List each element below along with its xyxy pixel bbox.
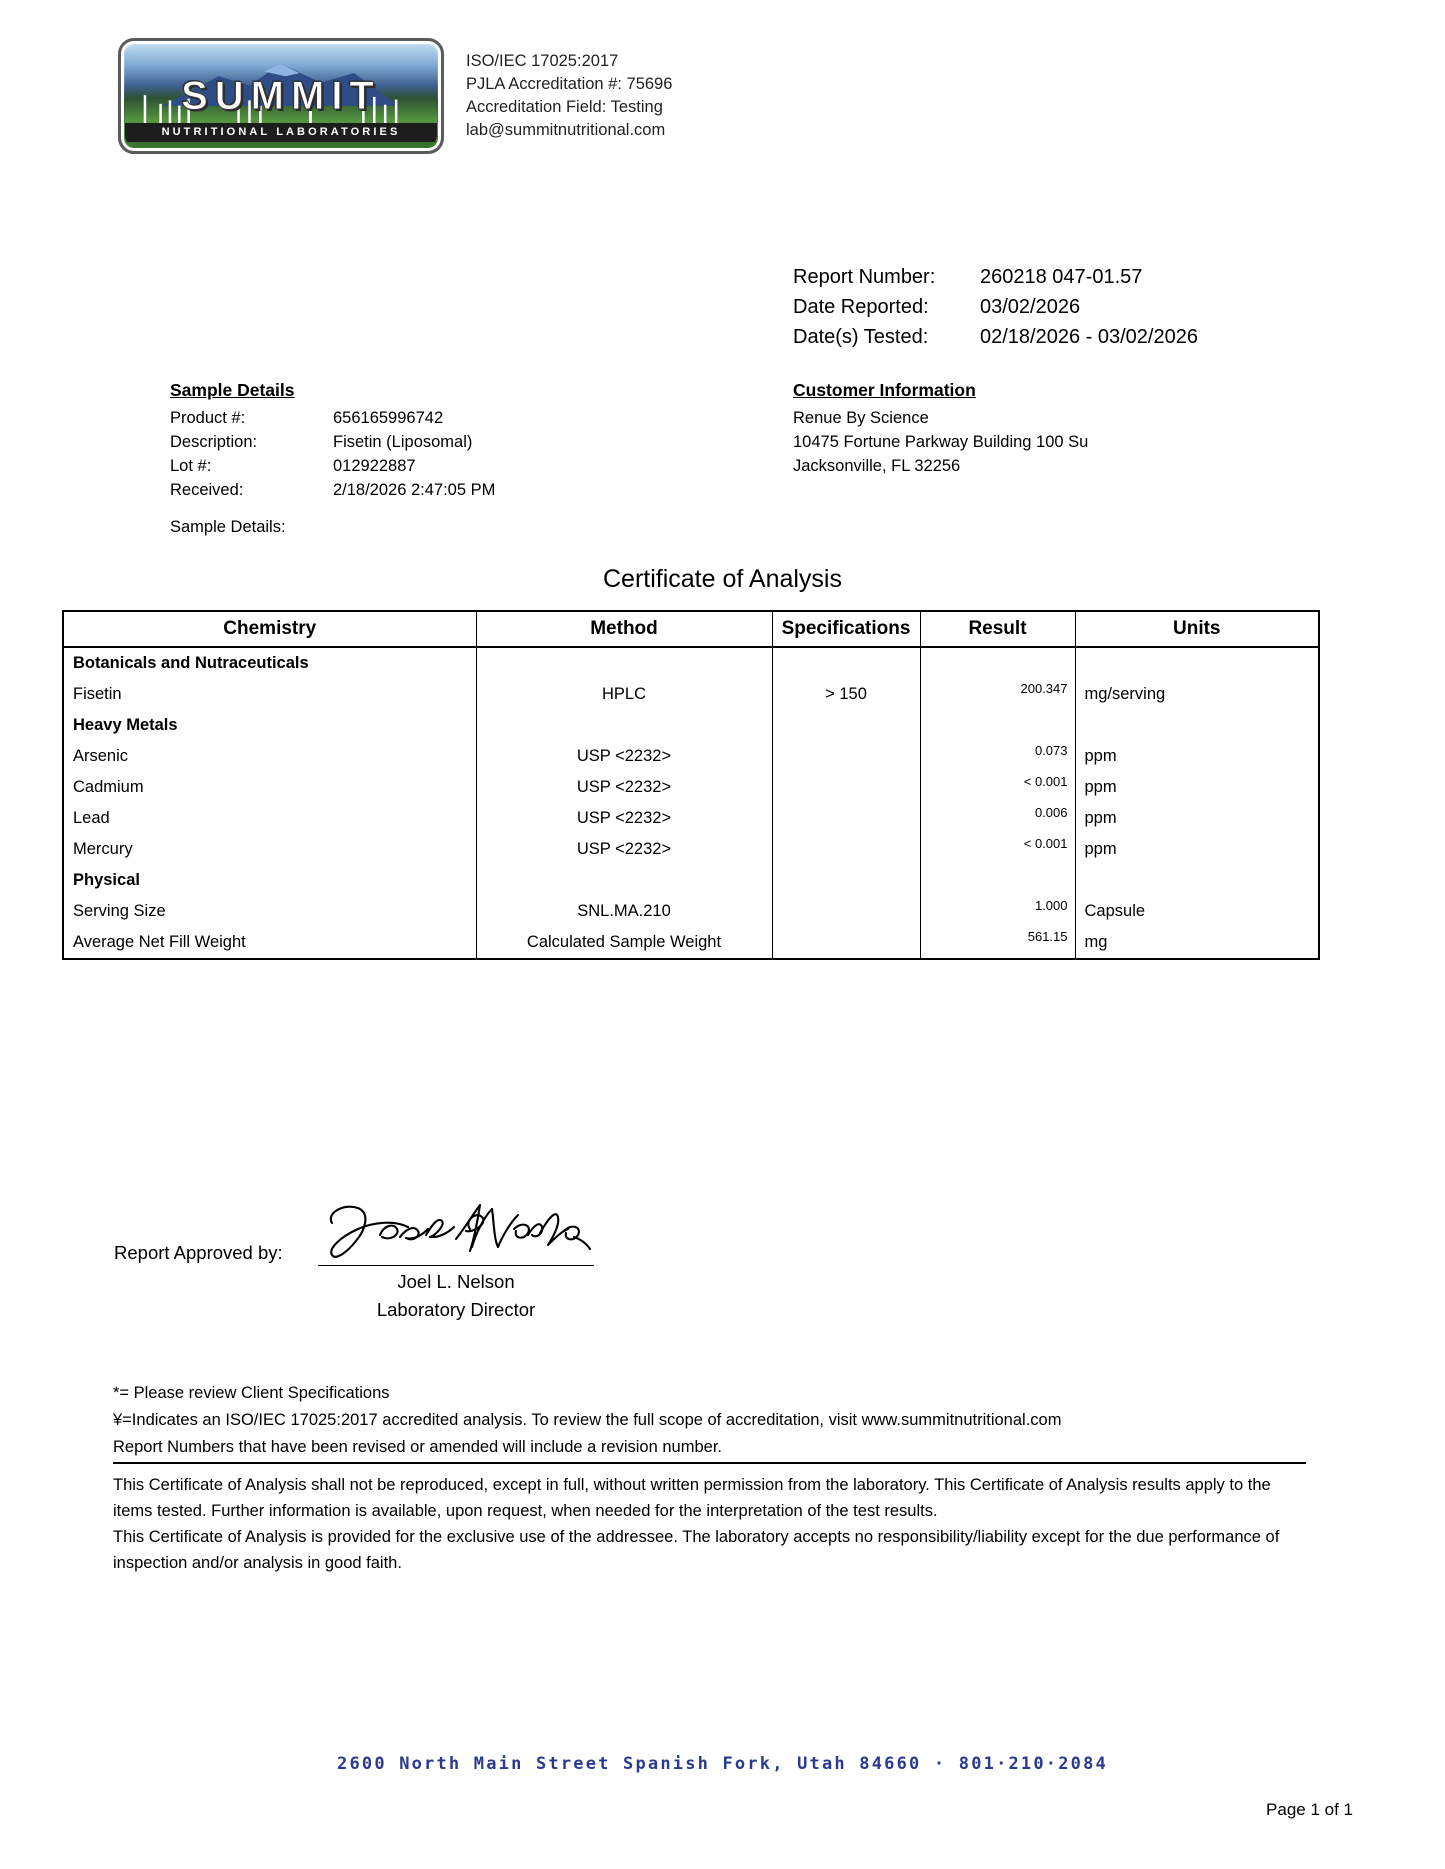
accreditation-field: Accreditation Field: Testing [466,98,663,116]
signatory-name: Joel L. Nelson [397,1271,515,1292]
summit-logo [118,38,444,154]
cell-result [920,710,1075,741]
footnote-client-specs: *= Please review Client Specifications [113,1384,390,1402]
table-row [63,803,1319,834]
cell-result: 200.347 [920,679,1075,710]
date-reported-row [793,292,1198,322]
cell-chemistry: Mercury [63,834,476,865]
cell-specification [772,896,920,927]
cell-method [476,865,772,896]
product-row [170,406,495,430]
cell-chemistry: Average Net Fill Weight [63,927,476,959]
results-table-head [63,611,1319,647]
cell-result [920,647,1075,679]
dates-tested-label: Date(s) Tested: [793,326,929,348]
logo-tagline: NUTRITIONAL LABORATORIES [125,123,437,142]
cell-method: USP <2232> [476,834,772,865]
cell-specification [772,772,920,803]
product-value: 656165996742 [333,409,444,427]
logo-wordmark: SUMMIT [181,73,381,118]
table-row [63,741,1319,772]
dates-tested-row [793,322,1198,352]
product-label: Product #: [170,409,246,427]
sample-details-title: Sample Details [170,380,295,400]
cell-result: 561.15 [920,927,1075,959]
cell-result: 0.006 [920,803,1075,834]
cell-specification [772,710,920,741]
date-reported-label: Date Reported: [793,296,929,318]
col-header-units: Units [1075,611,1319,647]
cell-method: USP <2232> [476,803,772,834]
certificate-title: Certificate of Analysis [603,565,842,593]
sample-details-note: Sample Details: [170,518,286,536]
cell-chemistry: Fisetin [63,679,476,710]
customer-information-title: Customer Information [793,380,976,400]
table-row [63,679,1319,710]
table-row [63,896,1319,927]
table-row [63,927,1319,959]
received-label: Received: [170,481,244,499]
footnote-accredited-analysis: ¥=Indicates an ISO/IEC 17025:2017 accredited analysis. To review the full scope of accreditation, visit www.summitnutritional.com [113,1411,1062,1429]
lab-email: lab@summitnutritional.com [466,121,666,139]
col-header-specifications: Specifications [772,611,920,647]
cell-chemistry: Cadmium [63,772,476,803]
report-number-value: 260218 047-01.57 [980,266,1143,288]
page-number: Page 1 of 1 [1266,1800,1353,1819]
cell-result: < 0.001 [920,772,1075,803]
description-label: Description: [170,433,258,451]
table-row [63,834,1319,865]
report-number-label: Report Number: [793,266,936,288]
received-row [170,478,495,502]
cell-units [1075,647,1319,679]
footnote-revision-number: Report Numbers that have been revised or amended will include a revision number. [113,1438,722,1456]
col-header-method: Method [476,611,772,647]
document-header [118,38,672,154]
date-reported-value: 03/02/2026 [980,296,1081,318]
cell-specification: > 150 [772,679,920,710]
cell-units: Capsule [1075,896,1319,927]
customer-name: Renue By Science [793,409,929,427]
description-value: Fisetin (Liposomal) [333,433,473,451]
cell-units [1075,865,1319,896]
cell-result [920,865,1075,896]
cell-result: 0.073 [920,741,1075,772]
customer-address-line2: Jacksonville, FL 32256 [793,457,961,475]
logo-artwork [125,45,437,147]
cell-method: USP <2232> [476,772,772,803]
disclaimer-block [113,1472,1303,1576]
disclaimer-paragraph-2: This Certificate of Analysis is provided for the exclusive use of the addressee. The laboratory accepts no responsibility/liability except for the due performance of inspection and/or analysis in good faith. [113,1528,1280,1572]
signature-icon [318,1195,594,1273]
sample-details-block [170,378,495,502]
results-table-body [63,647,1319,959]
col-header-result: Result [920,611,1075,647]
accreditation-standard: ISO/IEC 17025:2017 [466,52,619,70]
cell-units [1075,710,1319,741]
accreditation-block [466,38,672,142]
cell-units: ppm [1075,772,1319,803]
cell-chemistry: Botanicals and Nutraceuticals [63,647,476,679]
description-row [170,430,495,454]
table-group-row [63,647,1319,679]
signatory-title: Laboratory Director [376,1299,536,1320]
accreditation-pjla: PJLA Accreditation #: 75696 [466,75,673,93]
cell-method: Calculated Sample Weight [476,927,772,959]
cell-chemistry: Heavy Metals [63,710,476,741]
cell-method [476,710,772,741]
customer-address-line1: 10475 Fortune Parkway Building 100 Su [793,433,1089,451]
report-meta-block [793,262,1198,352]
signature-block [318,1195,594,1322]
report-approved-label: Report Approved by: [114,1242,283,1263]
footnotes-block [113,1380,1333,1461]
lot-value: 012922887 [333,457,416,475]
cell-chemistry: Lead [63,803,476,834]
table-row [63,772,1319,803]
cell-units: ppm [1075,741,1319,772]
lot-label: Lot #: [170,457,212,475]
cell-specification [772,803,920,834]
cell-specification [772,865,920,896]
report-number-row [793,262,1198,292]
cell-chemistry: Serving Size [63,896,476,927]
cell-units: mg/serving [1075,679,1319,710]
cell-result: 1.000 [920,896,1075,927]
cell-method: HPLC [476,679,772,710]
footer-divider [113,1462,1306,1464]
cell-chemistry: Arsenic [63,741,476,772]
cell-specification [772,741,920,772]
cell-method: SNL.MA.210 [476,896,772,927]
cell-specification [772,927,920,959]
cell-result: < 0.001 [920,834,1075,865]
cell-units: ppm [1075,834,1319,865]
col-header-chemistry: Chemistry [63,611,476,647]
lot-row [170,454,495,478]
results-header-row [63,611,1319,647]
cell-method: USP <2232> [476,741,772,772]
cell-specification [772,834,920,865]
disclaimer-paragraph-1: This Certificate of Analysis shall not be reproduced, except in full, without written permission from the laboratory. This Certificate of Analysis results apply to the items tested. Further information is available, upon request, when needed for the interpretation of the test results. [113,1476,1271,1520]
results-table [62,610,1320,960]
cell-units: mg [1075,927,1319,959]
cell-units: ppm [1075,803,1319,834]
footer-address: 2600 North Main Street Spanish Fork, Utah 84660 · 801·210·2084 [337,1754,1108,1774]
received-value: 2/18/2026 2:47:05 PM [333,481,496,499]
customer-information-block [793,378,1088,478]
cell-method [476,647,772,679]
cell-chemistry: Physical [63,865,476,896]
dates-tested-value: 02/18/2026 - 03/02/2026 [980,326,1198,348]
cell-specification [772,647,920,679]
table-group-row [63,865,1319,896]
table-group-row [63,710,1319,741]
